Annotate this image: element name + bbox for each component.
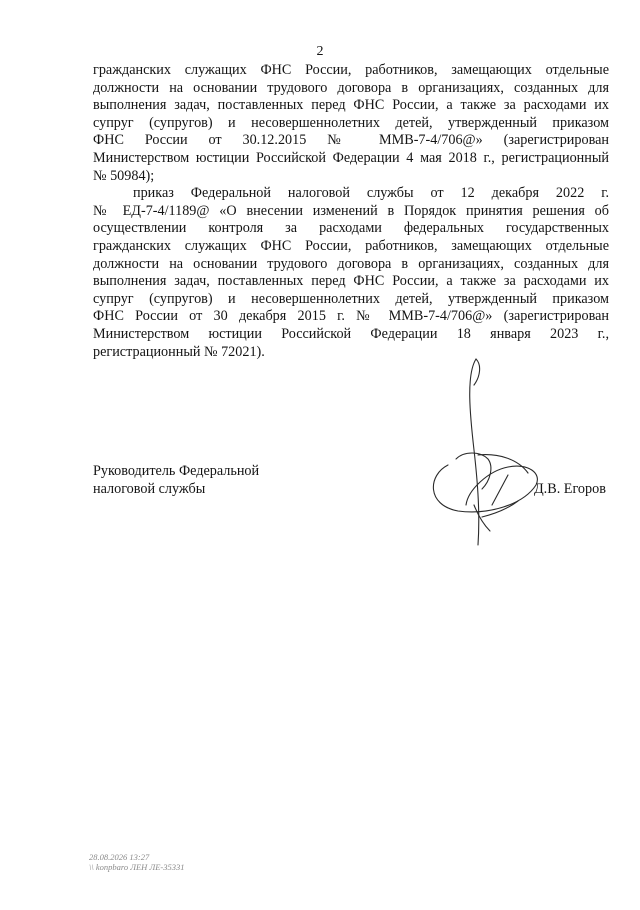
text-line: ФНС России от 30.12.2015 № ММВ-7-4/706@» (зарегистрирован: [93, 132, 609, 149]
signatory-name: Д.В. Егоров: [534, 481, 606, 497]
signatory-title-line1: Руководитель Федеральной: [93, 463, 260, 479]
document-footer: [89, 852, 184, 872]
document-body: [93, 62, 609, 361]
text-line: Министерством юстиции Российской Федерации 4 мая 2018 г., регистрационный: [93, 149, 609, 166]
text-line: регистрационный № 72021).: [93, 343, 265, 360]
text-line: приказ Федеральной налоговой службы от 12 декабря 2022 г.: [133, 185, 609, 202]
paragraph-1: [93, 62, 609, 185]
text-line: Министерством юстиции Российской Федерации 18 января 2023 г.,: [93, 325, 609, 342]
text-line: супруг (супругов) и несовершеннолетних детей, утвержденный приказом: [93, 290, 609, 307]
text-line: выполнения задач, поставленных перед ФНС России, а также за расходами их: [93, 97, 609, 114]
signatory-title: [93, 463, 259, 498]
text-line: гражданских служащих ФНС России, работников, замещающих отдельные: [93, 237, 609, 254]
page-number: 2: [316, 44, 324, 59]
text-line: гражданских служащих ФНС России, работников, замещающих отдельные: [93, 62, 609, 78]
text-line: № ЕД-7-4/1189@ «О внесении изменений в Порядок принятия решения об: [93, 202, 609, 219]
footer-timestamp: 28.08.2026 13:27: [89, 852, 150, 862]
text-line: осуществлении контроля за расходами федеральных государственных: [93, 220, 609, 237]
text-line: должности на основании трудового договора в организациях, созданных для: [93, 255, 609, 272]
text-line: № 50984);: [93, 167, 155, 184]
text-line: должности на основании трудового договора в организациях, созданных для: [93, 79, 609, 96]
text-line: выполнения задач, поставленных перед ФНС России, а также за расходами их: [93, 273, 609, 290]
handwritten-signature: [418, 355, 548, 555]
signatory-title-line2: налоговой службы: [93, 480, 206, 497]
footer-path: \\ konpbaro ЛЕН ЛЕ-35331: [89, 862, 185, 872]
text-line: ФНС России от 30 декабря 2015 г. № ММВ-7-4/706@» (зарегистрирован: [93, 308, 609, 325]
paragraph-2: [93, 185, 609, 361]
text-line: супруг (супругов) и несовершеннолетних детей, утвержденный приказом: [93, 114, 609, 131]
